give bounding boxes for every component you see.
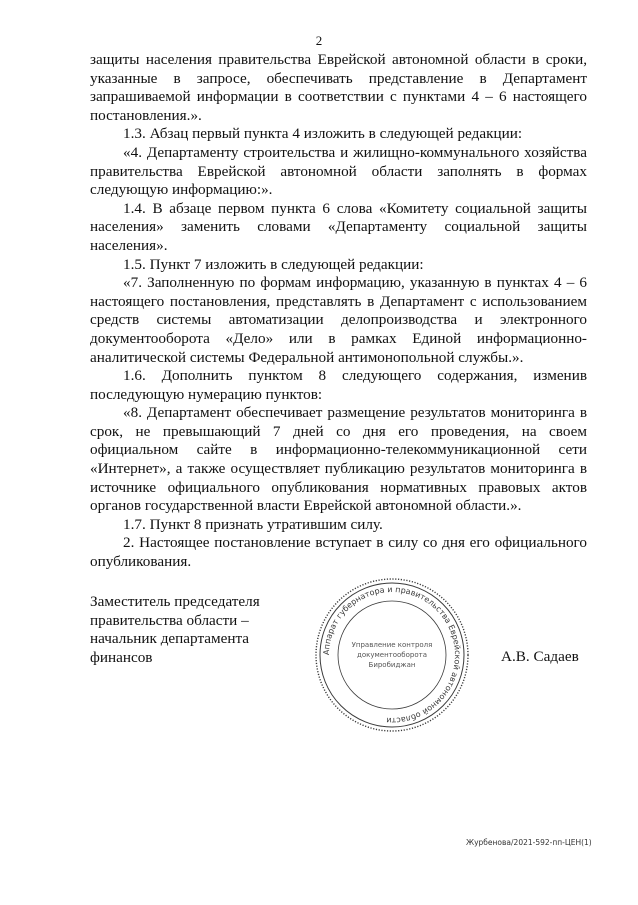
stamp-ring-text: Аппарат губернатора и правительства Еврейской автономной области: [321, 584, 463, 726]
paragraph: «8. Департамент обеспечивает размещение результатов мониторинга в срок, не превышающий 7 дней со дня его проведения, на своем официальном сайте в информационно-телекоммуникационной сети «Интернет», а также осуществляет публикацию результатов мониторинга в источнике официального опубликования нормативных правовых актов органов государственной власти Еврейской автономной области.».: [90, 404, 587, 515]
page-number: 2: [315, 33, 323, 48]
signatory-position-line: правительства области –: [90, 611, 249, 629]
paragraph: 1.5. Пункт 7 изложить в следующей редакции:: [123, 255, 424, 273]
document-footer-id: Журбенова/2021-592-пп-ЦЕН(1): [466, 838, 592, 847]
paragraph: 1.6. Дополнить пунктом 8 следующего содержания, изменив последующую нумерацию пунктов:: [90, 367, 587, 403]
signatory-name: А.В. Садаев: [501, 648, 579, 665]
signatory-position-line: финансов: [90, 648, 153, 666]
signatory-position-line: Заместитель председателя: [90, 593, 260, 610]
document-body: [90, 51, 587, 572]
paragraph: защиты населения правительства Еврейской автономной области в сроки, указанные в запросе, обеспечивать представление в Департамент запрашиваемой информации в соответствии с пунктами 4 – 6 настоящего постановления.».: [90, 51, 587, 124]
paragraph: 2. Настоящее постановление вступает в силу со дня его официального опубликования.: [90, 534, 587, 571]
paragraph: «4. Департаменту строительства и жилищно-коммунального хозяйства правительства Еврейской автономной области заполнять в формах следующую информацию:».: [90, 143, 587, 199]
paragraph: «7. Заполненную по формам информацию, указанную в пунктах 4 – 6 настоящего постановления, представлять в Департамент с использованием средств системы автоматизации делопроизводства и электронного документооборота «Дело» или в рамках Единой информационно-аналитической системы Федеральной антимонопольной службы.».: [90, 274, 587, 366]
official-stamp: [312, 575, 472, 735]
paragraph: 1.4. В абзаце первом пункта 6 слова «Комитету социальной защиты населения» заменить словами «Департаменту социальной защиты населения».: [90, 199, 587, 254]
paragraph: 1.7. Пункт 8 признать утратившим силу.: [123, 515, 383, 533]
signatory-position-line: начальник департамента: [90, 630, 250, 648]
stamp-line-2: документооборота: [357, 651, 427, 659]
signatory-position: [90, 593, 290, 667]
stamp-line-1: Управление контроля: [351, 641, 433, 649]
paragraph: 1.3. Абзац первый пункта 4 изложить в следующей редакции:: [123, 125, 523, 143]
stamp-line-3: Биробиджан: [368, 661, 416, 669]
